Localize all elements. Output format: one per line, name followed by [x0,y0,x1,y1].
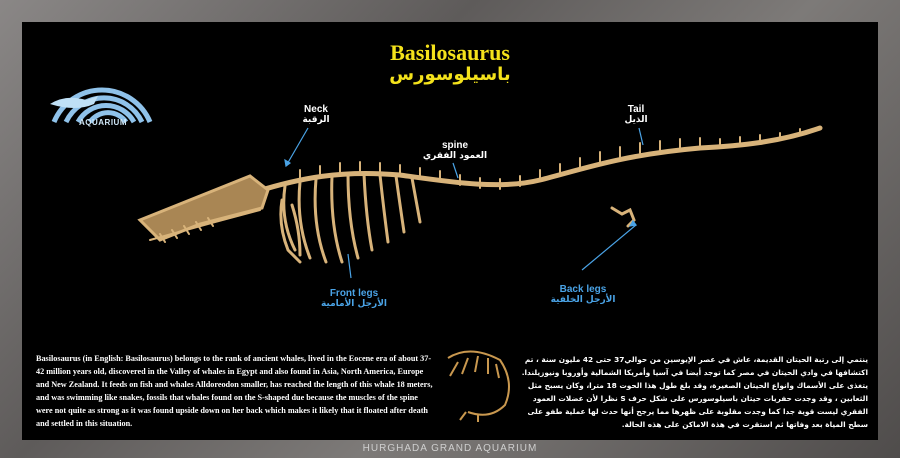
front-legs-label-ar: الأرجل الأمامية [320,299,388,309]
back-legs-label-ar: الأرجل الخلفية [550,295,616,305]
footer-caption: HURGHADA GRAND AQUARIUM [362,443,538,454]
front-legs-label [318,288,390,310]
tail-label [618,104,654,126]
spine-label-en: spine [441,140,469,151]
spine-label-ar: العمود الفقري [422,151,488,161]
neck-label-ar: الرقبة [302,115,330,125]
back-legs-label-en: Back legs [559,284,607,295]
page-title-arabic: باسيلوسورس [389,64,511,85]
neck-label-en: Neck [304,104,328,115]
tail-label-en: Tail [627,104,645,115]
page-title: Basilosaurus [390,40,510,65]
description-arabic: ينتمي إلى رتبة الحيتان القديمة، عاش في عصر الإيوسين من حوالي37 حتى 42 مليون سنة ، تم اكتشافها في وادي الحيتان في مصر كما توجد أيضا في آسيا وأمريكا الشمالية وأوروبا ونيوزيلندا. يتغذى على الأسماك وانواع الحيتان الصغيرة، وقد بلغ طول هذا الحوت 18 مترا، وكان يسبح مثل الثعابين ، وقد وجدت حفريات حيتان باسيلوسورس على شكل حرف S نظرا لأن عضلات العمود الفقري ليست قوية جدا كما وجدت مقلوبة على ظهرها مما يرجح أنها حدث لها عملية طفو على سطح المياة بعد وفاتها ثم استقرت في هذة الاماكن على هذه الحالة. [521,355,868,429]
spine-label [420,140,490,162]
description-english: Basilosaurus (in English: Basilosaurus) belongs to the rank of ancient whales, lived in the Eocene era of about 37-42 million years old, discovered in the Valley of whales in Egypt and also found in Asia, North America, Europe and New Zealand. It feeds on fish and whales Alldoreodon smaller, has reached the length of this whale 18 meters, and was swimming like snakes, fossils that whales found on the S-shaped due because the muscles of the spine were not quite as strong as it was found upside down on her back which makes it likely that it floated after death and settled in this situation. [36,354,433,428]
neck-label [298,104,334,126]
back-legs-label [546,284,620,306]
tail-label-ar: الذيل [624,115,648,125]
logo-text: AQUARIUM [79,118,127,127]
front-legs-label-en: Front legs [329,288,379,299]
